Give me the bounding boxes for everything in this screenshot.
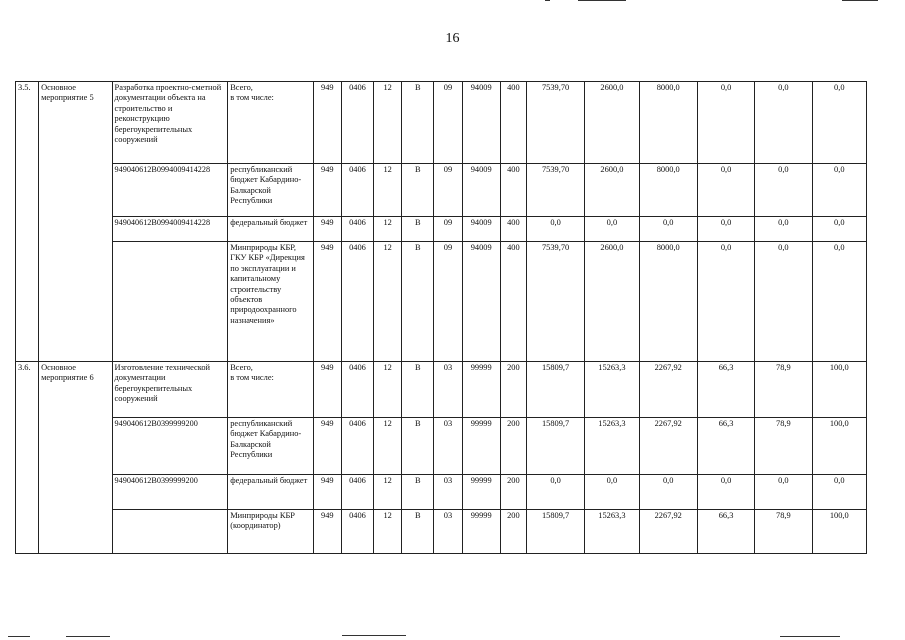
table-cell: [112, 242, 228, 362]
table-cell: 7539,70: [526, 242, 584, 362]
table-cell: 949040612В0399999200: [112, 475, 228, 510]
table-cell: В: [402, 82, 434, 164]
table-cell: 09: [434, 164, 462, 217]
table-cell: 0,0: [755, 164, 812, 217]
table-cell: 78,9: [755, 418, 812, 475]
page-number: 16: [445, 31, 460, 46]
table-cell: 0,0: [697, 475, 754, 510]
table-cell: 0,0: [526, 475, 584, 510]
table-cell: 0406: [341, 164, 373, 217]
table-cell: 15263,3: [585, 418, 639, 475]
table-cell: 949040612В0399999200: [112, 418, 228, 475]
table-cell: республиканский бюджет Кабардино-Балкарской Республики: [228, 164, 314, 217]
table-cell: 0,0: [697, 164, 754, 217]
table-cell: Разработка проектно-сметной документации объекта на строительство и реконструкцию берегоукрепительных сооружений: [112, 82, 228, 164]
table-cell: 3.5.: [16, 82, 39, 362]
table-cell: 3.6.: [16, 362, 39, 554]
table-cell: 400: [500, 164, 526, 217]
table-cell: 0,0: [812, 82, 866, 164]
table-cell: федеральный бюджет: [228, 217, 314, 242]
table-cell: 0,0: [755, 242, 812, 362]
table-cell: 12: [374, 362, 402, 418]
table-cell: В: [402, 362, 434, 418]
table-cell: 949: [313, 164, 341, 217]
table-cell: 949: [313, 475, 341, 510]
table-cell: 200: [500, 510, 526, 554]
table-cell: 0,0: [755, 82, 812, 164]
table-cell: 0,0: [585, 217, 639, 242]
table-cell: 03: [434, 475, 462, 510]
table-cell: Всего, в том числе:: [228, 362, 314, 418]
table-cell: 0,0: [526, 217, 584, 242]
table-cell: 949040612В0994009414228: [112, 164, 228, 217]
table-cell: 0406: [341, 510, 373, 554]
table-cell: 200: [500, 362, 526, 418]
table-cell: 100,0: [812, 510, 866, 554]
table-cell: 0406: [341, 82, 373, 164]
table-cell: федеральный бюджет: [228, 475, 314, 510]
table-cell: 12: [374, 242, 402, 362]
table-cell: Минприроды КБР, ГКУ КБР «Дирекция по эксплуатации и капитальному строительству объектов природоохранного назначения»: [228, 242, 314, 362]
table-cell: республиканский бюджет Кабардино-Балкарской Республики: [228, 418, 314, 475]
table-cell: 12: [374, 418, 402, 475]
table-cell: 03: [434, 418, 462, 475]
table-cell: В: [402, 242, 434, 362]
table-cell: 2600,0: [585, 164, 639, 217]
table-cell: 0,0: [639, 217, 697, 242]
table-row: [16, 362, 867, 418]
table-cell: 400: [500, 217, 526, 242]
table-cell: 2600,0: [585, 242, 639, 362]
table-row: [16, 82, 867, 164]
table-cell: 94009: [462, 242, 500, 362]
table-row: [16, 164, 867, 217]
table-cell: 94009: [462, 217, 500, 242]
table-body: [16, 82, 867, 554]
table-cell: Основное мероприятие 6: [39, 362, 112, 554]
table-cell: 0,0: [812, 242, 866, 362]
table-cell: 12: [374, 510, 402, 554]
table-cell: 0406: [341, 217, 373, 242]
table-cell: 2267,92: [639, 362, 697, 418]
table-cell: 15263,3: [585, 510, 639, 554]
table-cell: 12: [374, 217, 402, 242]
table-cell: 66,3: [697, 418, 754, 475]
table-cell: 94009: [462, 82, 500, 164]
table-row: [16, 242, 867, 362]
table-cell: 0406: [341, 475, 373, 510]
table-cell: В: [402, 418, 434, 475]
table-cell: 09: [434, 82, 462, 164]
table-cell: 0,0: [812, 475, 866, 510]
table-cell: 200: [500, 418, 526, 475]
table-cell: 400: [500, 82, 526, 164]
table-cell: 949: [313, 242, 341, 362]
table-cell: 200: [500, 475, 526, 510]
table-cell: 8000,0: [639, 164, 697, 217]
table-cell: Изготовление технической документации берегоукрепительных сооружений: [112, 362, 228, 418]
table-cell: 78,9: [755, 362, 812, 418]
table-cell: 7539,70: [526, 82, 584, 164]
table-cell: 12: [374, 164, 402, 217]
table-cell: 0,0: [585, 475, 639, 510]
table-cell: 03: [434, 362, 462, 418]
table-cell: 0,0: [755, 217, 812, 242]
table-cell: 66,3: [697, 510, 754, 554]
table-cell: 949: [313, 510, 341, 554]
table-cell: 949: [313, 362, 341, 418]
table-cell: 2600,0: [585, 82, 639, 164]
table-cell: 94009: [462, 164, 500, 217]
table-row: [16, 217, 867, 242]
table-cell: 100,0: [812, 418, 866, 475]
table-cell: 99999: [462, 510, 500, 554]
table-cell: 100,0: [812, 362, 866, 418]
table-cell: В: [402, 510, 434, 554]
table-row: [16, 475, 867, 510]
table-cell: 0,0: [812, 217, 866, 242]
table-cell: 99999: [462, 475, 500, 510]
table-row: [16, 418, 867, 475]
table-cell: 8000,0: [639, 82, 697, 164]
table-cell: 99999: [462, 418, 500, 475]
table-cell: 0,0: [639, 475, 697, 510]
table-cell: 949: [313, 82, 341, 164]
table-cell: 03: [434, 510, 462, 554]
table-cell: 15809,7: [526, 418, 584, 475]
table-cell: 0,0: [755, 475, 812, 510]
table-cell: 400: [500, 242, 526, 362]
table-cell: 949040612В0994009414228: [112, 217, 228, 242]
table-cell: Минприроды КБР (координатор): [228, 510, 314, 554]
table-cell: Основное мероприятие 5: [39, 82, 112, 362]
table-cell: 12: [374, 475, 402, 510]
table-cell: 78,9: [755, 510, 812, 554]
table-cell: 8000,0: [639, 242, 697, 362]
table-cell: 0406: [341, 242, 373, 362]
table-cell: 2267,92: [639, 510, 697, 554]
table-cell: 2267,92: [639, 418, 697, 475]
table-cell: 949: [313, 217, 341, 242]
table-cell: 7539,70: [526, 164, 584, 217]
table-cell: В: [402, 475, 434, 510]
table-row: [16, 510, 867, 554]
table-cell: В: [402, 164, 434, 217]
table-cell: В: [402, 217, 434, 242]
table-cell: 09: [434, 217, 462, 242]
table-cell: 09: [434, 242, 462, 362]
table-cell: 12: [374, 82, 402, 164]
table-cell: Всего, в том числе:: [228, 82, 314, 164]
table-cell: 949: [313, 418, 341, 475]
table-cell: 15263,3: [585, 362, 639, 418]
table-cell: [112, 510, 228, 554]
table-cell: 66,3: [697, 362, 754, 418]
table-cell: 0406: [341, 362, 373, 418]
budget-table: [15, 81, 867, 554]
table-cell: 0,0: [812, 164, 866, 217]
table-cell: 0,0: [697, 217, 754, 242]
table-cell: 0,0: [697, 242, 754, 362]
table-cell: 0406: [341, 418, 373, 475]
table-cell: 15809,7: [526, 362, 584, 418]
table-cell: 99999: [462, 362, 500, 418]
table-cell: 15809,7: [526, 510, 584, 554]
table-cell: 0,0: [697, 82, 754, 164]
